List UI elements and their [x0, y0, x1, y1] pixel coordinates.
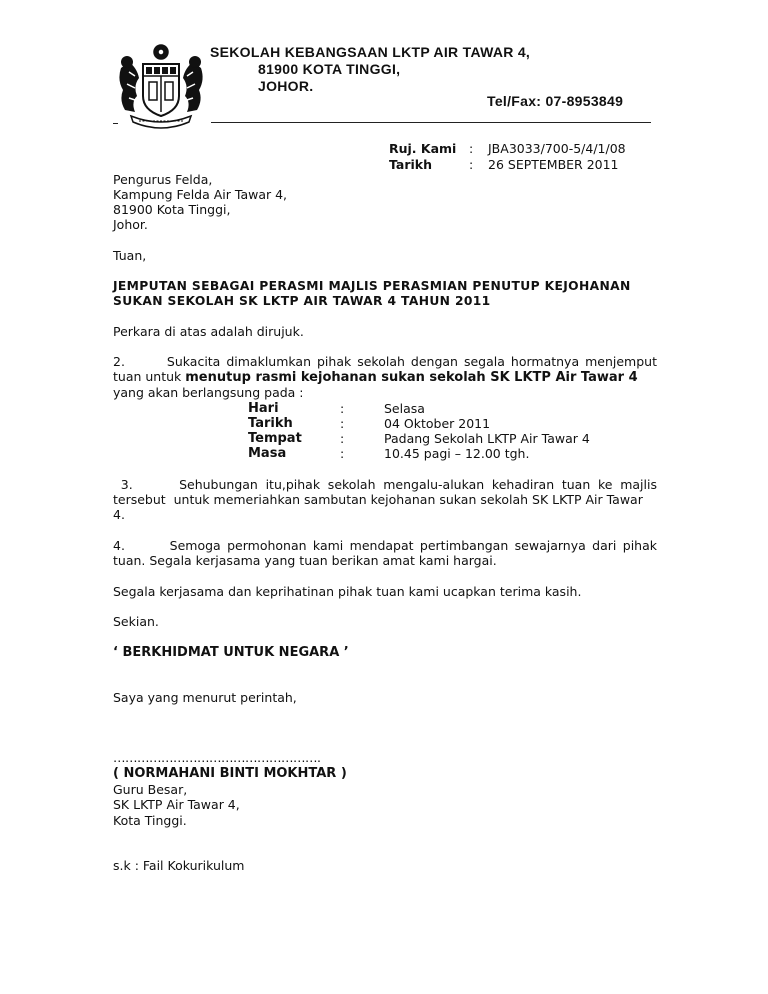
paragraph-3-line3: 4.	[113, 507, 125, 522]
motto: ‘ BERKHIDMAT UNTUK NEGARA ’	[113, 645, 349, 660]
recipient-line: Johor.	[113, 217, 148, 232]
ref-number: JBA3033/700-5/4/1/08	[488, 141, 626, 156]
signatory-title: Guru Besar,	[113, 782, 188, 797]
thanks-line: Segala kerjasama dan keprihatinan pihak tuan kami ucapkan terima kasih.	[113, 584, 582, 599]
detail-label-tempat: Tempat	[248, 431, 302, 446]
paragraph-3-line1: 3. Sehubungan itu,pihak sekolah mengalu-alukan kehadiran tuan ke majlis	[113, 477, 657, 492]
school-telfax: Tel/Fax: 07-8953849	[487, 93, 624, 109]
school-address-line2: JOHOR.	[258, 78, 314, 94]
paragraph-2-line2	[113, 369, 638, 385]
detail-value-tempat: Padang Sekolah LKTP Air Tawar 4	[384, 431, 590, 446]
header-divider-left	[113, 123, 118, 124]
recipient-line: Kampung Felda Air Tawar 4,	[113, 187, 288, 202]
subject-line: SUKAN SEKOLAH SK LKTP AIR TAWAR 4 TAHUN 2011	[113, 294, 491, 308]
paragraph-2-text: tuan untuk	[113, 369, 186, 384]
signatory-name: ( NORMAHANI BINTI MOKHTAR )	[113, 766, 347, 781]
opening-line: Perkara di atas adalah dirujuk.	[113, 324, 304, 339]
signatory-org: SK LKTP Air Tawar 4,	[113, 797, 240, 812]
school-crest-logo	[113, 40, 209, 130]
recipient-line: 81900 Kota Tinggi,	[113, 202, 231, 217]
carbon-copy: s.k : Fail Kokurikulum	[113, 858, 245, 873]
school-name: SEKOLAH KEBANGSAAN LKTP AIR TAWAR 4,	[210, 44, 531, 60]
closing-line: Sekian.	[113, 614, 159, 629]
ref-label: Ruj. Kami	[389, 141, 457, 156]
detail-label-hari: Hari	[248, 401, 279, 416]
paragraph-2-emphasis: menutup rasmi kejohanan sukan sekolah SK LKTP Air Tawar 4	[185, 370, 638, 385]
detail-value-masa: 10.45 pagi – 12.00 tgh.	[384, 446, 530, 461]
paragraph-4-line2: tuan. Segala kerjasama yang tuan berikan amat kami hargai.	[113, 553, 497, 568]
detail-value-tarikh: 04 Oktober 2011	[384, 416, 491, 431]
school-address-line1: 81900 KOTA TINGGI,	[258, 61, 401, 77]
paragraph-3-line2: tersebut untuk memeriahkan sambutan kejohanan sukan sekolah SK LKTP Air Tawar	[113, 492, 643, 507]
salutation: Tuan,	[113, 248, 147, 263]
detail-label-masa: Masa	[248, 446, 287, 461]
ref-separator: :	[469, 141, 474, 156]
date-separator: :	[469, 157, 474, 172]
sign-off: Saya yang menurut perintah,	[113, 690, 297, 705]
letter-date: 26 SEPTEMBER 2011	[488, 157, 619, 172]
signature-line: …………………………………………….	[113, 750, 321, 765]
paragraph-4-line1: 4. Semoga permohonan kami mendapat pertimbangan sewajarnya dari pihak	[113, 538, 657, 553]
paragraph-2-line1: 2. Sukacita dimaklumkan pihak sekolah dengan segala hormatnya menjemput	[113, 354, 657, 369]
signatory-city: Kota Tinggi.	[113, 813, 187, 828]
detail-sep: :	[340, 416, 345, 431]
detail-sep: :	[340, 431, 345, 446]
header-divider	[211, 122, 651, 123]
recipient-line: Pengurus Felda,	[113, 172, 213, 187]
date-label: Tarikh	[389, 157, 433, 172]
detail-sep: :	[340, 446, 345, 461]
detail-label-tarikh: Tarikh	[248, 416, 293, 431]
detail-sep: :	[340, 401, 345, 416]
subject-line: JEMPUTAN SEBAGAI PERASMI MAJLIS PERASMIAN PENUTUP KEJOHANAN	[113, 279, 631, 293]
detail-value-hari: Selasa	[384, 401, 425, 416]
paragraph-2-line3: yang akan berlangsung pada :	[113, 385, 304, 400]
